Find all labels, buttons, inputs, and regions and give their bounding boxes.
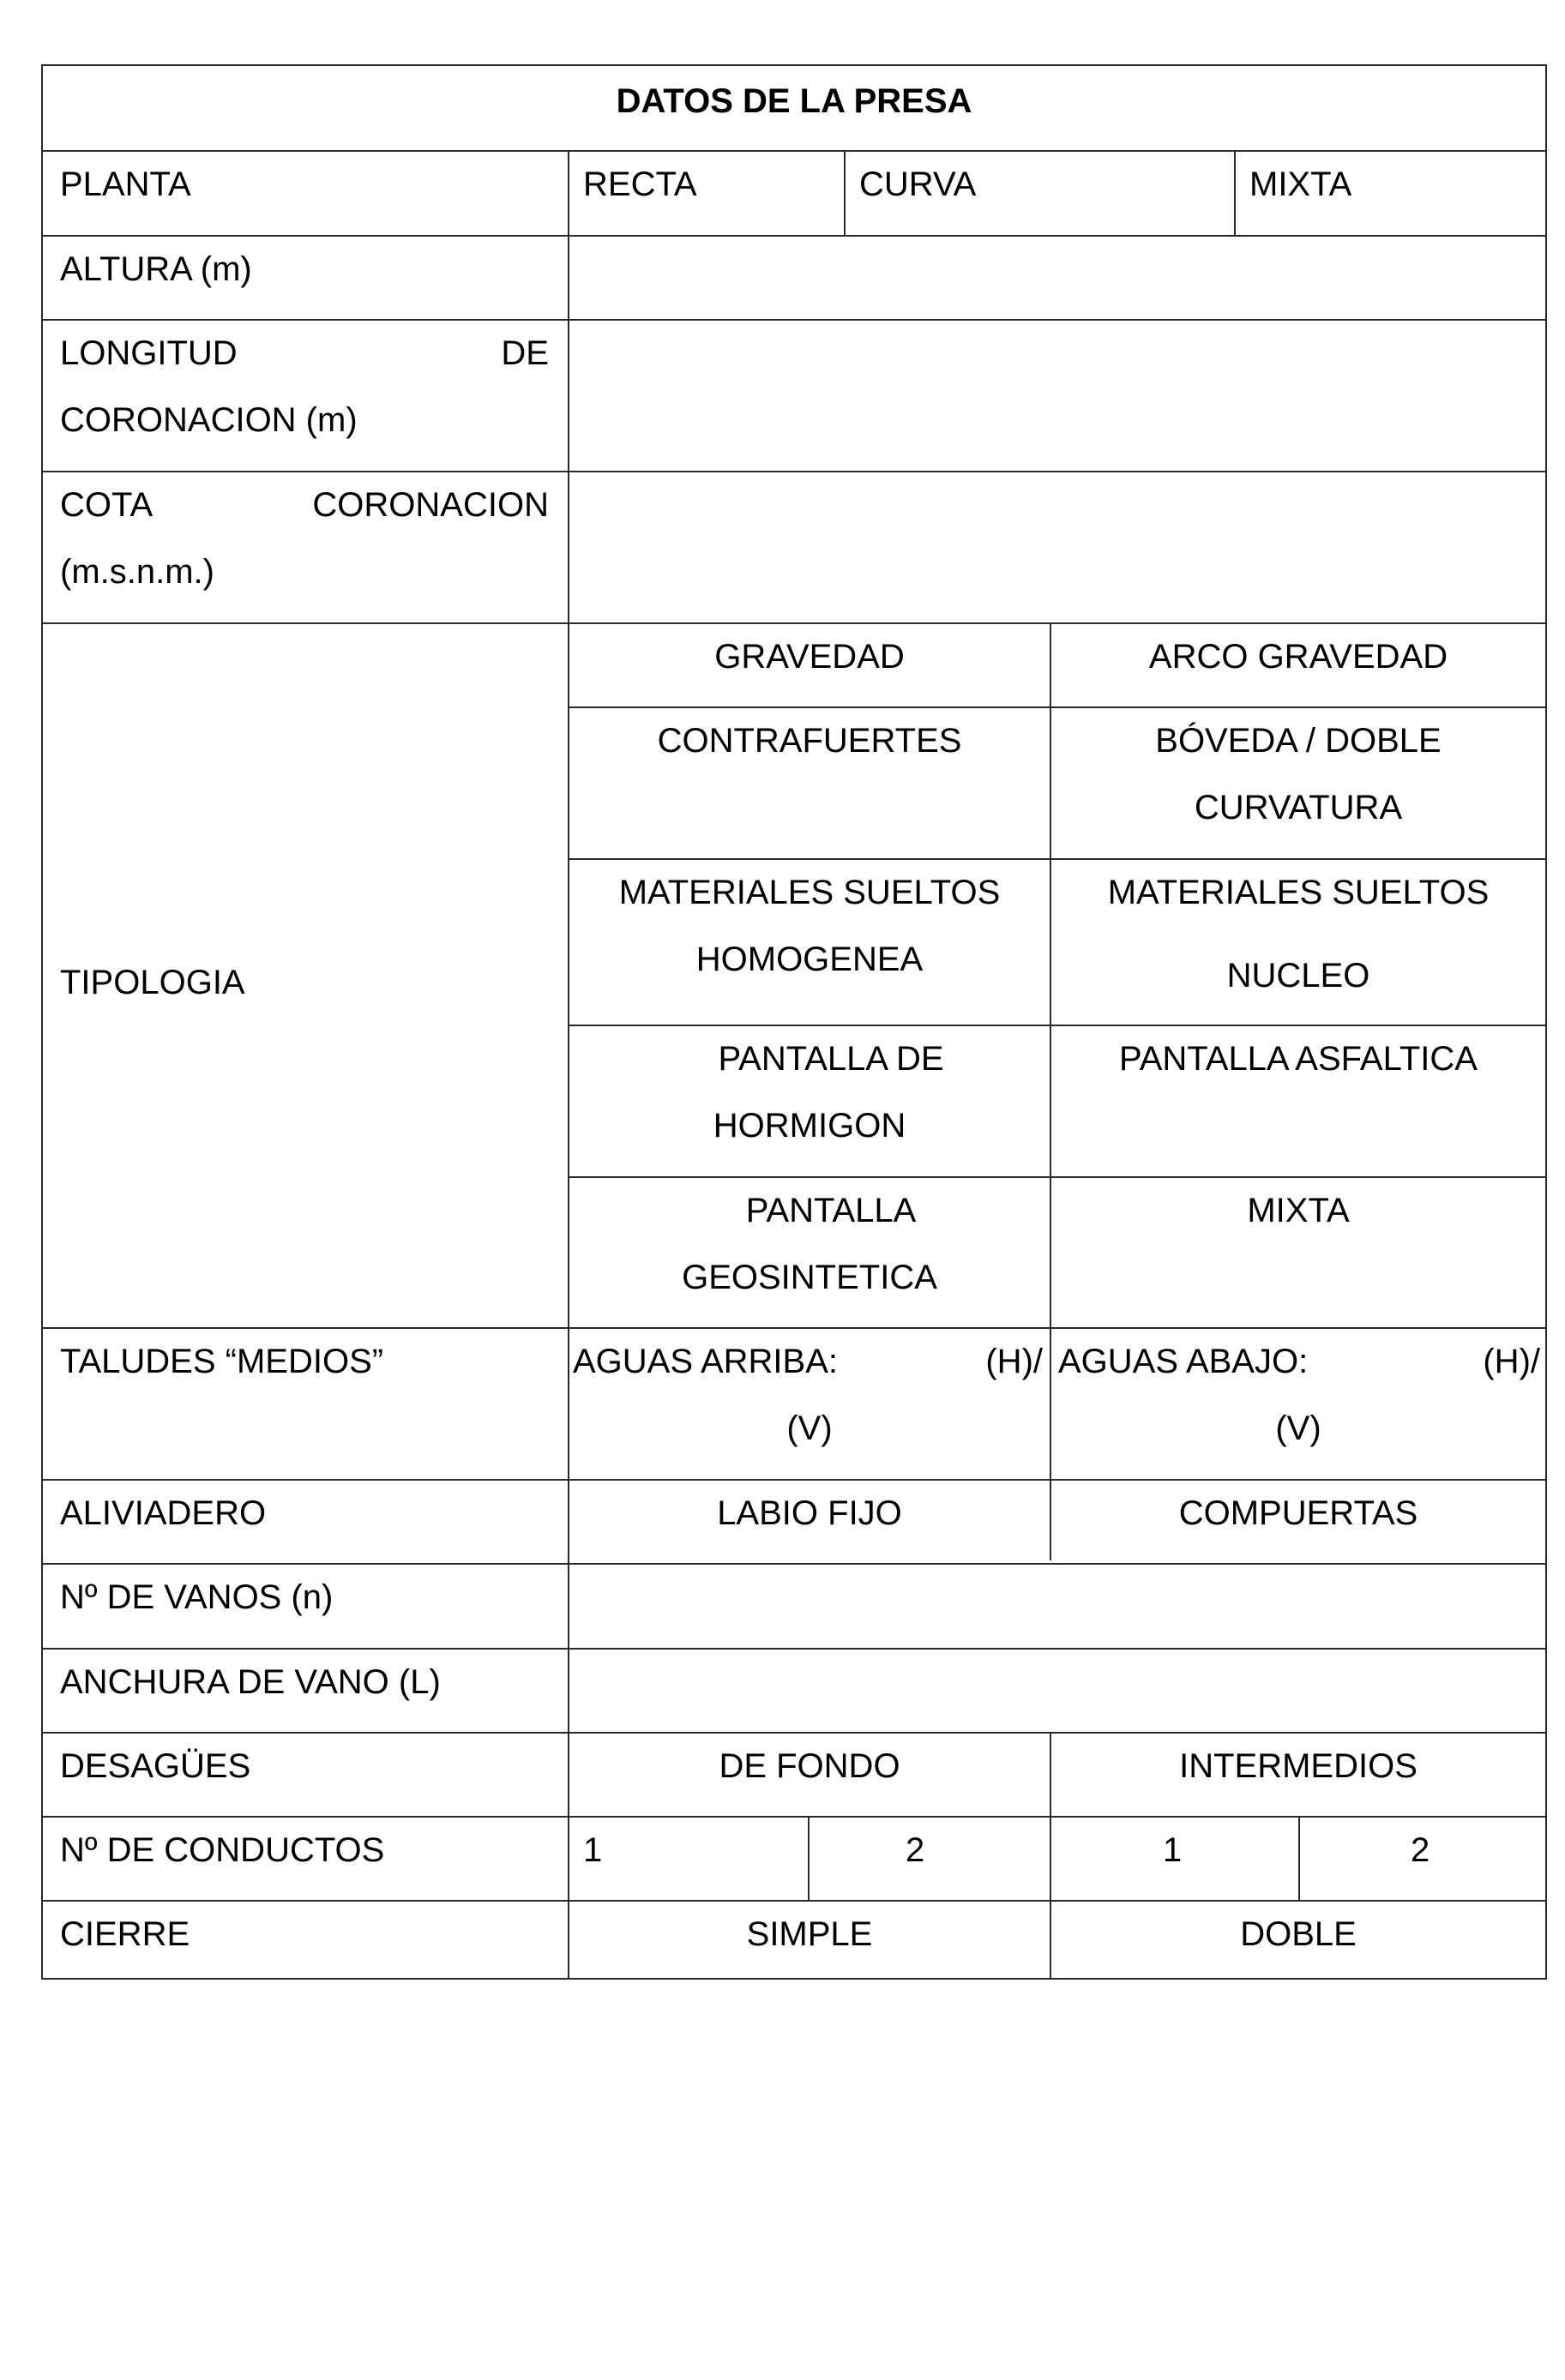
cierre-label: CIERRE	[60, 1915, 190, 1953]
desagues-intermedios: INTERMEDIOS	[1179, 1747, 1418, 1785]
taludes-aguas-arriba-right: (H)/	[985, 1343, 1043, 1380]
anchura-label: ANCHURA DE VANO (L)	[60, 1663, 441, 1701]
desagues-de-fondo: DE FONDO	[719, 1747, 900, 1785]
planta-option-mixta: MIXTA	[1249, 165, 1352, 203]
column-divider	[1298, 1816, 1300, 1900]
tipologia-contrafuertes: CONTRAFUERTES	[657, 722, 962, 760]
conductos-label: Nº DE CONDUCTOS	[60, 1831, 385, 1869]
tipologia-materiales-nucleo-line1: MATERIALES SUELTOS	[1107, 874, 1490, 911]
cierre-simple: SIMPLE	[746, 1915, 873, 1953]
conductos-intermedios-2: 2	[1411, 1831, 1430, 1869]
aliviadero-labio-fijo: LABIO FIJO	[717, 1494, 902, 1532]
tipologia-pantalla-geosintetica-line2: GEOSINTETICA	[682, 1259, 937, 1296]
tipologia-materiales-homogenea-line2: HOMOGENEA	[695, 941, 924, 978]
tipologia-boveda-line2: CURVATURA	[1194, 789, 1403, 826]
cierre-doble: DOBLE	[1240, 1915, 1357, 1953]
tipologia-pantalla-asfaltica: PANTALLA ASFALTICA	[1119, 1040, 1478, 1078]
taludes-aguas-abajo-line1	[1058, 1328, 1540, 1395]
tipologia-pantalla-geosintetica-line1: PANTALLA	[745, 1192, 917, 1229]
tipologia-arco-gravedad: ARCO GRAVEDAD	[1148, 638, 1448, 676]
tipologia-mixta: MIXTA	[1247, 1192, 1350, 1229]
tipologia-pantalla-hormigon-line1: PANTALLA DE	[718, 1040, 944, 1078]
column-divider	[1234, 150, 1236, 235]
conductos-fondo-1: 1	[583, 1831, 603, 1869]
taludes-aguas-arriba-left: AGUAS ARRIBA:	[573, 1343, 838, 1380]
conductos-intermedios-1: 1	[1163, 1831, 1183, 1869]
planta-option-curva: CURVA	[859, 165, 977, 203]
longitud-label-left: LONGITUD	[60, 334, 238, 372]
tipologia-materiales-homogenea-line1: MATERIALES SUELTOS	[618, 874, 1001, 911]
column-divider	[808, 1816, 810, 1900]
tipologia-label: TIPOLOGIA	[60, 964, 245, 1001]
conductos-fondo-2: 2	[906, 1831, 925, 1869]
longitud-label-right: DE	[501, 334, 549, 372]
longitud-label-line2: CORONACION (m)	[60, 401, 358, 439]
taludes-aguas-abajo-left: AGUAS ABAJO:	[1058, 1343, 1309, 1380]
vanos-label: Nº DE VANOS (n)	[60, 1578, 334, 1616]
aliviadero-compuertas: COMPUERTAS	[1178, 1494, 1418, 1532]
cota-label-line1	[60, 472, 549, 538]
page-title: DATOS DE LA PRESA	[616, 82, 972, 120]
aliviadero-label: ALIVIADERO	[60, 1494, 267, 1532]
cota-label-right: CORONACION	[312, 486, 549, 524]
cota-label-left: COTA	[60, 486, 153, 524]
planta-option-recta: RECTA	[583, 165, 697, 203]
dam-data-form	[41, 64, 1547, 1980]
taludes-aguas-abajo-right: (H)/	[1483, 1343, 1540, 1380]
tipologia-materiales-nucleo-line2: NUCLEO	[1226, 957, 1370, 995]
taludes-aguas-arriba-line2: (V)	[786, 1409, 833, 1447]
taludes-aguas-abajo-line2: (V)	[1275, 1409, 1321, 1447]
desagues-label: DESAGÜES	[60, 1747, 251, 1785]
column-divider	[844, 150, 846, 235]
taludes-label: TALUDES “MEDIOS”	[60, 1343, 384, 1380]
cota-label-line2: (m.s.n.m.)	[60, 553, 214, 591]
planta-label: PLANTA	[60, 165, 191, 203]
tipologia-boveda-line1: BÓVEDA / DOBLE	[1155, 722, 1442, 760]
tipologia-pantalla-hormigon-line2: HORMIGON	[713, 1107, 906, 1145]
taludes-aguas-arriba-line1	[573, 1328, 1043, 1395]
tipologia-gravedad: GRAVEDAD	[714, 638, 905, 676]
altura-label: ALTURA (m)	[60, 250, 252, 288]
row-divider	[43, 235, 1545, 237]
longitud-label-line1	[60, 320, 549, 387]
